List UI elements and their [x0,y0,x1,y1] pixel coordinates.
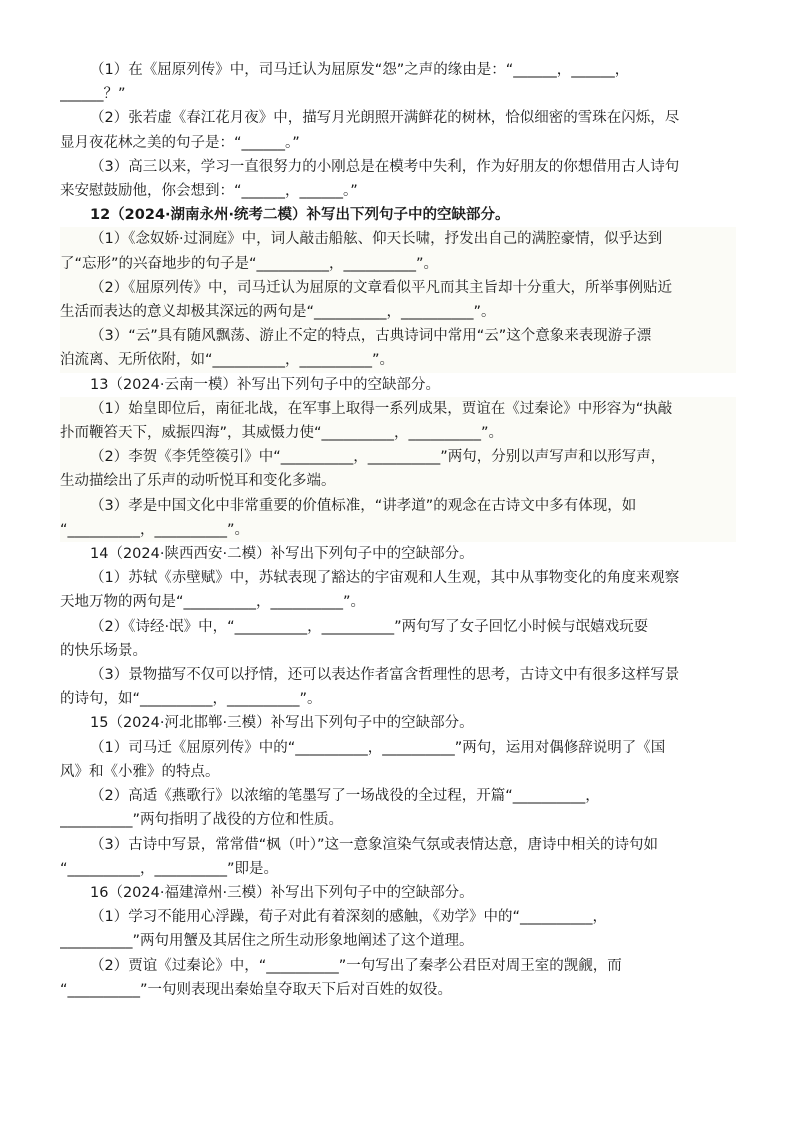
text-line: “__________”一句则表现出秦始皇夺取天下后对百姓的奴役。 [60,981,453,998]
question-heading: 16（2024·福建漳州·三模）补写出下列句子中的空缺部分。 [90,884,474,901]
text-line: 风》和《小雅》的特点。 [60,763,220,780]
text-line: （1）学习不能用心浮躁，荀子对此有着深刻的感触，《劝学》中的“__________， [90,909,607,926]
text-line: 天地万物的两句是“__________，__________”。 [60,594,366,611]
question-block [60,227,736,372]
text-line: 了“忘形”的兴奋地步的句子是“__________，__________”。 [60,255,439,272]
text-line: （2）贾谊《过秦论》中，“__________”一句写出了秦孝公君臣对周王室的觊觎，而 [90,957,622,974]
text-line: 来安慰鼓励他，你会想到：“______，______。” [60,183,358,200]
text-line: （2）李贺《李凭箜篌引》中“__________，__________”两句，分别以声写声和以形写声， [90,449,666,466]
text-line: （3）古诗中写景，常常借“枫（叶）”这一意象渲染气氛或表情达意，唐诗中相关的诗句如 [90,836,658,853]
text-line: 泊流离、无所依附，如“__________，__________”。 [60,352,395,369]
text-line: “__________，__________”即是。 [60,860,279,877]
text-line: 显月夜花林之美的句子是：“______。” [60,134,300,151]
text-line: （1）苏轼《赤壁赋》中，苏轼表现了豁达的宇宙观和人生观，其中从事物变化的角度来观察 [90,570,680,587]
text-line: （1）司马迁《屈原列传》中的“__________，__________”两句，运用对偶修辞说明了《国 [90,739,666,756]
text-line: （3）孝是中国文化中非常重要的价值标准，“讲孝道”的观念在古诗文中多有体现，如 [90,497,637,514]
text-line: “__________，__________”。 [60,521,250,538]
text-line: 扑而鞭笞天下，威振四海”，其威慑力使“__________，__________”。 [60,425,504,442]
text-line: ______？” [60,86,126,103]
text-line: （1）在《屈原列传》中，司马迁认为屈原发“怨”之声的缘由是：“______，______， [90,62,630,78]
text-line: __________”两句指明了战役的方位和性质。 [60,812,344,829]
text-line: （2）《屈原列传》中，司马迁认为屈原的文章看似平凡而其主旨却十分重大，所举事例贴近 [90,279,672,296]
text-line: 生活而表达的意义却极其深远的两句是“__________，__________”。 [60,304,496,321]
text-line: （3）“云”具有随风飘荡、游止不定的特点，古典诗词中常用“云”这个意象来表现游子漂 [90,328,652,345]
text-line: （1）《念奴娇·过洞庭》中，词人敲击船舷、仰天长啸，抒发出自己的满腔豪情，似乎达到 [90,231,663,248]
question-block [60,397,736,542]
text-line: （2）张若虚《春江花月夜》中，描写月光朗照开满鲜花的树林，恰似细密的雪珠在闪烁，尽 [90,110,680,127]
text-line: 的快乐场景。 [60,642,147,659]
question-heading: 14（2024·陕西西安·二模）补写出下列句子中的空缺部分。 [90,546,474,563]
text-line: 的诗句，如“__________，__________”。 [60,691,322,708]
text-line: （3）景物描写不仅可以抒情，还可以表达作者富含哲理性的思考，古诗文中有很多这样写景 [90,667,680,684]
text-line: （1）始皇即位后，南征北战，在军事上取得一系列成果，贾谊在《过秦论》中形容为“执敲 [90,400,673,417]
text-line: （2）高适《燕歌行》以浓缩的笔墨写了一场战役的全过程，开篇“__________， [90,788,600,805]
question-heading: 13（2024·云南一模）补写出下列句子中的空缺部分。 [90,376,440,393]
question-heading: 12（2024·湖南永州·统考二模）补写出下列句子中的空缺部分。 [90,207,510,224]
text-line: 生动描绘出了乐声的动听悦耳和变化多端。 [60,473,336,490]
text-line: __________”两句用蟹及其居住之所生动形象地阐述了这个道理。 [60,933,474,950]
text-line: （2）《诗经·氓》中，“__________，__________”两句写了女子回忆小时候与氓嬉戏玩耍 [90,618,649,635]
question-heading: 15（2024·河北邯郸·三模）补写出下列句子中的空缺部分。 [90,715,474,732]
text-line: （3）高三以来，学习一直很努力的小刚总是在模考中失利，作为好朋友的你想借用古人诗句 [90,158,680,175]
